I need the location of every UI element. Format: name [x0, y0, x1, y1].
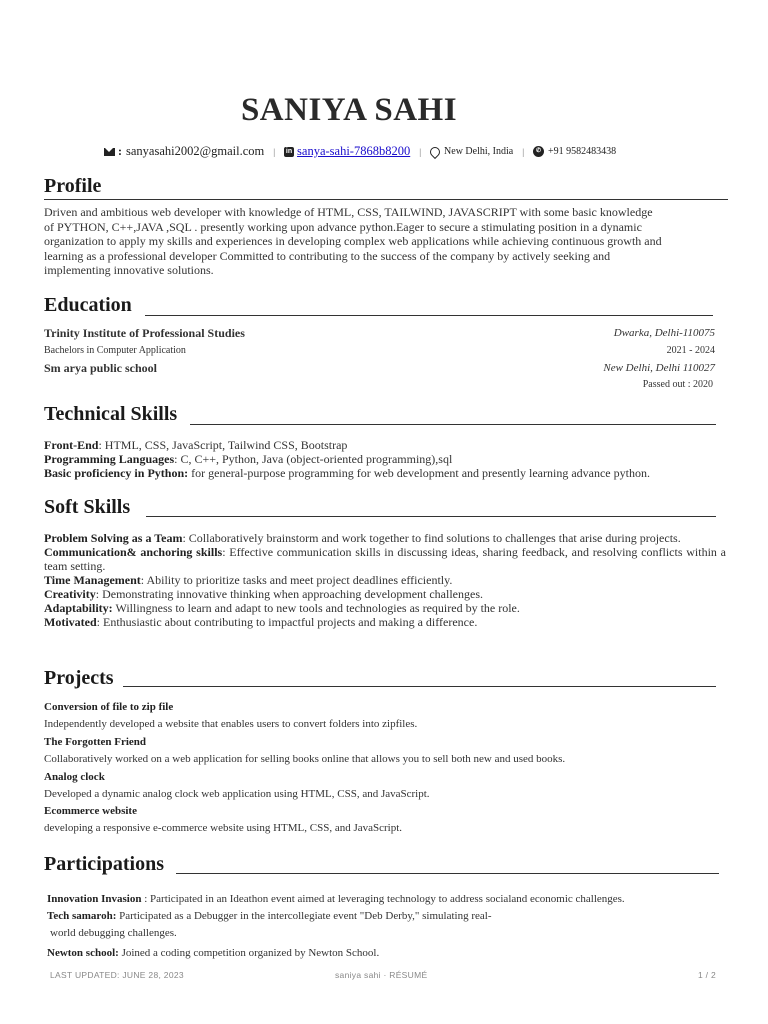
project-name: The Forgotten Friend: [44, 736, 147, 748]
section-title-education: Education: [44, 294, 132, 316]
soft-skill-label: Adaptability:: [44, 601, 113, 615]
profile-line: Driven and ambitious web developer with knowledge of HTML, CSS, TAILWIND, JAVASCRIPT with some basic knowledge: [44, 205, 653, 219]
section-rule: [146, 516, 716, 517]
contact-bar: [104, 144, 616, 159]
edu-degree: Bachelors in Computer Application: [44, 345, 186, 356]
soft-skill-label: Time Management: [44, 573, 141, 587]
participation-item: [47, 947, 379, 959]
location-pin-icon: [428, 144, 442, 158]
linkedin-link[interactable]: sanya-sahi-7868b8200: [297, 144, 411, 158]
edu-school: Sm arya public school: [44, 361, 158, 375]
skill-label: Front-End: [44, 438, 99, 452]
soft-skill-row: [44, 545, 726, 573]
separator: |: [419, 146, 422, 157]
section-title-profile: Profile: [44, 175, 102, 197]
project-desc: Developed a dynamic analog clock web application using HTML, CSS, and JavaScript.: [44, 788, 430, 800]
soft-skill-text: : Enthusiastic about contributing to impactful projects and making a difference.: [96, 615, 478, 629]
participation-item: [47, 910, 491, 922]
section-rule: [123, 686, 716, 687]
profile-text: [44, 205, 714, 278]
section-title-soft-skills: Soft Skills: [44, 496, 131, 518]
resume-name: SANIYA SAHI: [240, 92, 458, 128]
soft-skill-text: : Effective communication skills in discussing ideas, sharing feedback, and resolving conflicts within a team setting.: [44, 545, 726, 573]
project-desc: Independently developed a website that enables users to convert folders into zipfiles.: [44, 718, 418, 730]
edu-date: 2021 - 2024: [666, 345, 715, 356]
section-rule: [190, 424, 716, 425]
skill-row: [44, 466, 726, 480]
separator: |: [273, 146, 276, 157]
project-name: Ecommerce website: [44, 805, 137, 817]
soft-skill-row: [44, 573, 726, 587]
section-rule: [176, 873, 719, 874]
soft-skill-row: [44, 531, 726, 545]
soft-skill-text: : Collaboratively brainstorm and work together to find solutions to challenges that arise during projects.: [182, 531, 681, 545]
skill-label: Basic proficiency in Python:: [44, 466, 189, 481]
project-desc: developing a responsive e-commerce website using HTML, CSS, and JavaScript.: [44, 822, 403, 834]
soft-skill-row: [44, 601, 726, 615]
participation-item: [50, 927, 177, 939]
section-title-projects: Projects: [44, 667, 114, 689]
project-name: Analog clock: [44, 771, 105, 783]
soft-skill-row: [44, 615, 726, 629]
skill-text: : HTML, CSS, JavaScript, Tailwind CSS, Bootstrap: [98, 438, 348, 452]
soft-skill-label: Problem Solving as a Team: [44, 531, 183, 545]
location-text: New Delhi, India: [444, 146, 514, 157]
phone-text[interactable]: +91 9582483438: [548, 146, 617, 157]
soft-skill-label: Creativity: [44, 587, 96, 601]
participation-text: Joined a coding competition organized by Newton School.: [118, 947, 380, 959]
edu-location: Dwarka, Delhi-110075: [613, 327, 715, 339]
skill-text: : C, C++, Python, Java (object-oriented programming),sql: [174, 452, 453, 467]
section-title-technical-skills: Technical Skills: [44, 403, 178, 425]
soft-skill-text: : Demonstrating innovative thinking when approaching development challenges.: [95, 587, 483, 601]
soft-skill-text: Willingness to learn and adapt to new tools and technologies as required by the role.: [112, 601, 520, 615]
section-rule: [145, 315, 713, 316]
project-name: Conversion of file to zip file: [44, 701, 174, 713]
skill-row: [44, 438, 726, 452]
soft-skill-text: : Ability to prioritize tasks and meet project deadlines efficiently.: [140, 573, 453, 587]
technical-skill-list: [44, 438, 726, 481]
footer-last-updated: LAST UPDATED: JUNE 28, 2023: [50, 970, 184, 980]
edu-location: New Delhi, Delhi 110027: [603, 362, 715, 374]
footer-center: saniya sahi · RÉSUMÉ: [335, 970, 428, 980]
soft-skill-label: Communication& anchoring skills: [44, 545, 223, 559]
participation-label: Tech samaroh:: [47, 910, 117, 922]
section-rule: [44, 199, 728, 200]
soft-skill-row: [44, 587, 726, 601]
participation-text: world debugging challenges.: [50, 927, 177, 939]
profile-line: implementing innovative solutions.: [44, 263, 214, 278]
mail-icon: [104, 148, 115, 156]
footer-page-number: 1 / 2: [697, 970, 716, 980]
participation-label: Innovation Invasion: [47, 893, 142, 905]
separator: |: [522, 146, 524, 157]
skill-label: Programming Languages: [44, 452, 175, 467]
participation-label: Newton school:: [47, 947, 119, 959]
edu-school: Trinity Institute of Professional Studies: [44, 326, 245, 340]
linkedin-icon: in: [285, 147, 293, 155]
profile-line: of PYTHON, C++,JAVA ,SQL . presently working upon advance python.Eager to secure a stimulating position in a dynamic: [44, 219, 642, 234]
skill-row: [44, 452, 726, 466]
participation-text: : Participated in an Ideathon event aimed at leveraging technology to address socialand economic challenges.: [141, 893, 625, 905]
profile-line: organization to apply my skills and experiences in developing complex web applications while achieving continuous growth and: [44, 234, 662, 249]
phone-icon: ✆: [533, 146, 544, 157]
project-desc: Collaboratively worked on a web application for selling books online that allows you to sell both new and used books.: [44, 753, 566, 765]
edu-date: Passed out : 2020: [642, 379, 713, 390]
email-text[interactable]: sanyasahi2002@gmail.com: [126, 144, 265, 158]
soft-skill-label: Motivated: [44, 615, 97, 629]
email-label: :: [118, 144, 122, 158]
section-title-participations: Participations: [44, 853, 164, 875]
participation-item: [47, 893, 625, 905]
participation-text: Participated as a Debugger in the intercollegiate event "Deb Derby," simulating real-: [116, 910, 492, 922]
skill-text: for general-purpose programming for web development and presently learning advance python.: [188, 466, 650, 481]
soft-skill-list: [44, 531, 726, 629]
profile-line: learning as a professional developer Committed to contributing to the success of the company by actively seeking and: [44, 248, 611, 263]
